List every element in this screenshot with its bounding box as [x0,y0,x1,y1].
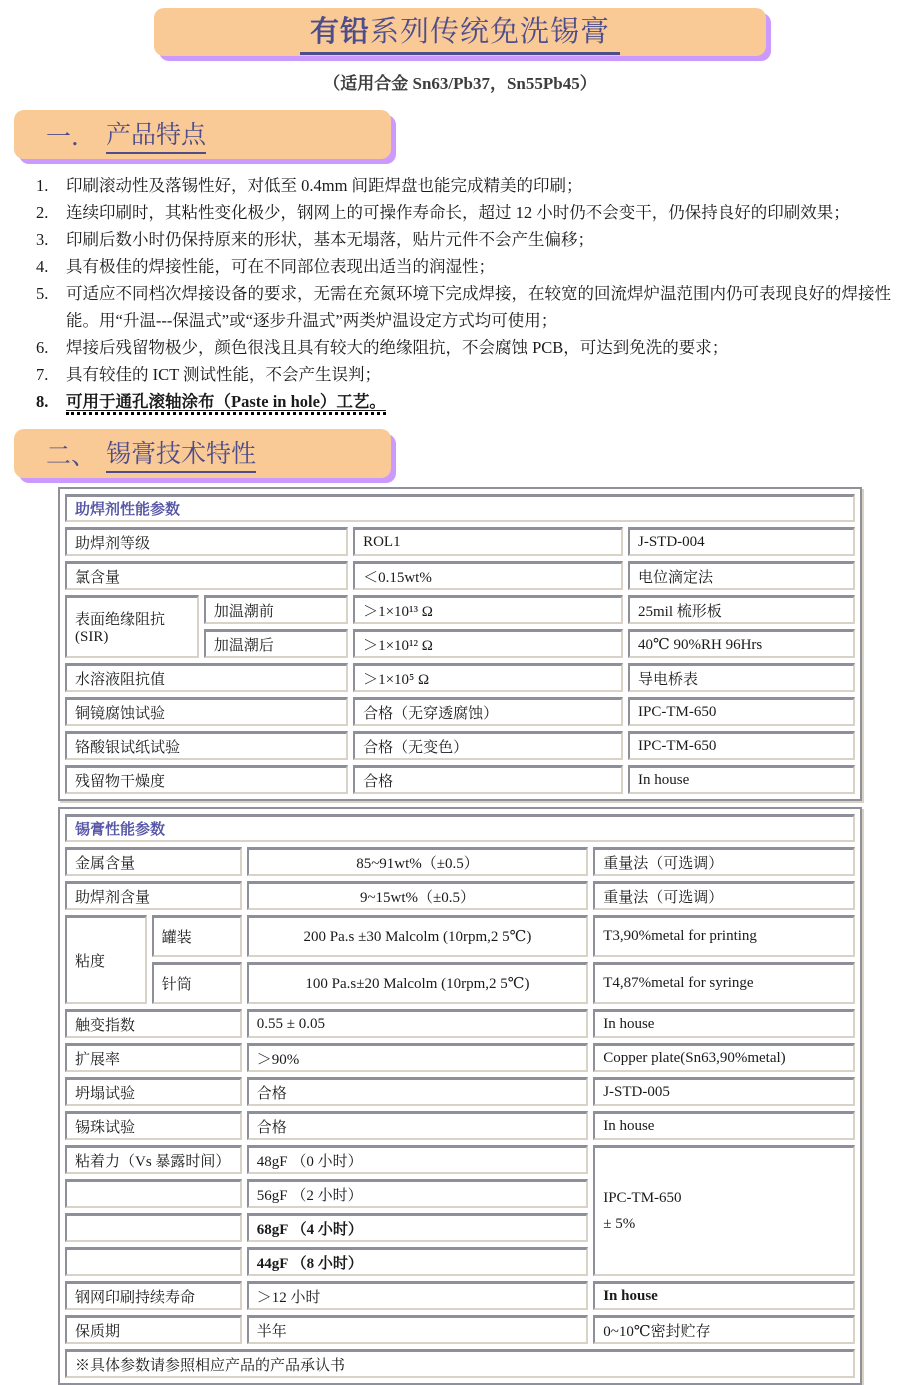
feature-item [36,280,902,334]
feature-text: 可适应不同档次焊接设备的要求，无需在充氮环境下完成焊接，在较宽的回流焊炉温范围内仍可表现良好的焊接性能。用“升温---保温式”或“逐步升温式”两类炉温设定方式均可使用； [66,284,891,330]
section2-heading: 锡膏技术特性 [106,434,256,473]
feature-item [36,253,902,280]
param-label: 残留物干燥度 [65,765,348,794]
param-method: IPC-TM-650 [628,697,855,726]
feature-text: 印刷滚动性及落锡性好，对低至 0.4mm 间距焊盘也能完成精美的印刷； [66,176,583,195]
param-label: 钢网印刷持续寿命 [65,1281,242,1310]
param-label: 锡珠试验 [65,1111,242,1140]
param-sublabel: 加温潮前 [204,595,348,624]
param-value: 0.55 ± 0.05 [247,1009,588,1038]
param-label-empty [65,1213,242,1242]
param-label-sir: 表面绝缘阻抗 (SIR) [65,595,199,658]
param-label: 金属含量 [65,847,242,876]
param-method: J-STD-005 [593,1077,855,1106]
param-value: ＞90% [247,1043,588,1072]
subtitle-alloy: （适用合金 Sn63/Pb37，Sn55Pb45） [323,74,597,93]
feature-text-underlined: 可用于通孔滚轴涂布（Paste in hole）工艺。 [66,392,386,415]
table-footnote: ※具体参数请参照相应产品的产品承认书 [65,1349,855,1378]
page-title-bold: 有铅 [309,16,370,48]
param-value: ＞1×10⁵ Ω [353,663,623,692]
param-method: In house [593,1281,855,1310]
param-value: 合格 [247,1111,588,1140]
param-method: In house [628,765,855,794]
param-label: 扩展率 [65,1043,242,1072]
param-value: ROL1 [353,527,623,556]
param-value: 100 Pa.s±20 Malcolm (10rpm,2 5℃) [247,962,588,1004]
flux-parameters-table [58,487,862,801]
param-method: Copper plate(Sn63,90%metal) [593,1043,855,1072]
param-method: T4,87%metal for syringe [593,962,855,1004]
param-label: 坍塌试验 [65,1077,242,1106]
feature-number: 5. [36,284,49,303]
section2-banner [14,429,391,478]
param-label: 铜镜腐蚀试验 [65,697,348,726]
method-line2: ± 5% [603,1216,636,1232]
param-label: 水溶液阻抗值 [65,663,348,692]
section1-heading: 产品特点 [106,115,206,154]
feature-number: 1. [36,176,49,195]
param-label-viscosity: 粘度 [65,915,147,1004]
param-label: 触变指数 [65,1009,242,1038]
section1-number: 一． [46,123,97,151]
feature-number: 7. [36,365,49,384]
param-sublabel: 罐装 [152,915,242,957]
feature-list [36,172,902,415]
feature-item [36,199,902,226]
param-value: ＞12 小时 [247,1281,588,1310]
param-value: ＜0.15wt% [353,561,623,590]
page-title [300,9,620,55]
param-value: 合格 [247,1077,588,1106]
feature-item [36,334,902,361]
param-label: 保质期 [65,1315,242,1344]
param-value: 68gF （4 小时） [247,1213,588,1242]
param-label: 氯含量 [65,561,348,590]
param-value: 半年 [247,1315,588,1344]
title-banner [154,8,766,56]
feature-text: 具有极佳的焊接性能，可在不同部位表现出适当的润湿性； [66,257,495,276]
param-value: 48gF （0 小时） [247,1145,588,1174]
param-label: 助焊剂等级 [65,527,348,556]
param-value: 9~15wt%（±0.5） [247,881,588,910]
section2-number: 二、 [46,442,97,470]
feature-text [66,388,902,415]
feature-number: 8. [36,392,49,411]
param-method: 0~10℃密封贮存 [593,1315,855,1344]
paste-table-title: 锡膏性能参数 [65,814,855,842]
param-value: ＞1×10¹³ Ω [353,595,623,624]
param-sublabel: 加温潮后 [204,629,348,658]
section1-banner [14,110,391,159]
paste-parameters-table [58,807,862,1385]
param-sublabel: 针筒 [152,962,242,1004]
param-value: 合格（无穿透腐蚀） [353,697,623,726]
param-label-empty [65,1179,242,1208]
feature-text: 印刷后数小时仍保持原来的形状，基本无塌落，贴片元件不会产生偏移； [66,230,594,249]
param-value: ＞1×10¹² Ω [353,629,623,658]
param-method: 25mil 梳形板 [628,595,855,624]
param-method: 导电桥表 [628,663,855,692]
param-value: 56gF （2 小时） [247,1179,588,1208]
feature-text: 具有较佳的 ICT 测试性能，不会产生误判； [66,365,382,384]
param-label: 铬酸银试纸试验 [65,731,348,760]
param-method: 重量法（可选调） [593,881,855,910]
feature-item-paste-in-hole [36,388,902,415]
param-method: IPC-TM-650 [628,731,855,760]
param-method: 40℃ 90%RH 96Hrs [628,629,855,658]
param-value: 85~91wt%（±0.5） [247,847,588,876]
feature-number: 2. [36,203,49,222]
feature-item [36,226,902,253]
feature-item [36,172,902,199]
param-method: 重量法（可选调） [593,847,855,876]
param-value: 200 Pa.s ±30 Malcolm (10rpm,2 5℃) [247,915,588,957]
feature-text: 焊接后残留物极少，颜色很浅且具有较大的绝缘阻抗，不会腐蚀 PCB，可达到免洗的要求； [66,338,729,357]
param-method: In house [593,1111,855,1140]
feature-number: 3. [36,230,49,249]
param-value: 44gF （8 小时） [247,1247,588,1276]
feature-number: 4. [36,257,49,276]
method-line1: IPC-TM-650 [603,1190,682,1206]
page-title-rest: 系列传统免洗锡膏 [370,16,611,48]
param-method-tack [593,1145,855,1276]
feature-item [36,361,902,388]
param-label-empty [65,1247,242,1276]
param-method: T3,90%metal for printing [593,915,855,957]
document-page [0,8,920,1374]
param-method: J-STD-004 [628,527,855,556]
param-value: 合格 [353,765,623,794]
param-label: 助焊剂含量 [65,881,242,910]
param-method: In house [593,1009,855,1038]
feature-text: 连续印刷时，其粘性变化极少，钢网上的可操作寿命长，超过 12 小时仍不会变干，仍保持良好的印刷效果； [66,203,850,222]
flux-table-title: 助焊剂性能参数 [65,494,855,522]
param-value: 合格（无变色） [353,731,623,760]
param-label-tack: 粘着力（Vs 暴露时间） [65,1145,242,1174]
param-method: 电位滴定法 [628,561,855,590]
feature-number: 6. [36,338,49,357]
